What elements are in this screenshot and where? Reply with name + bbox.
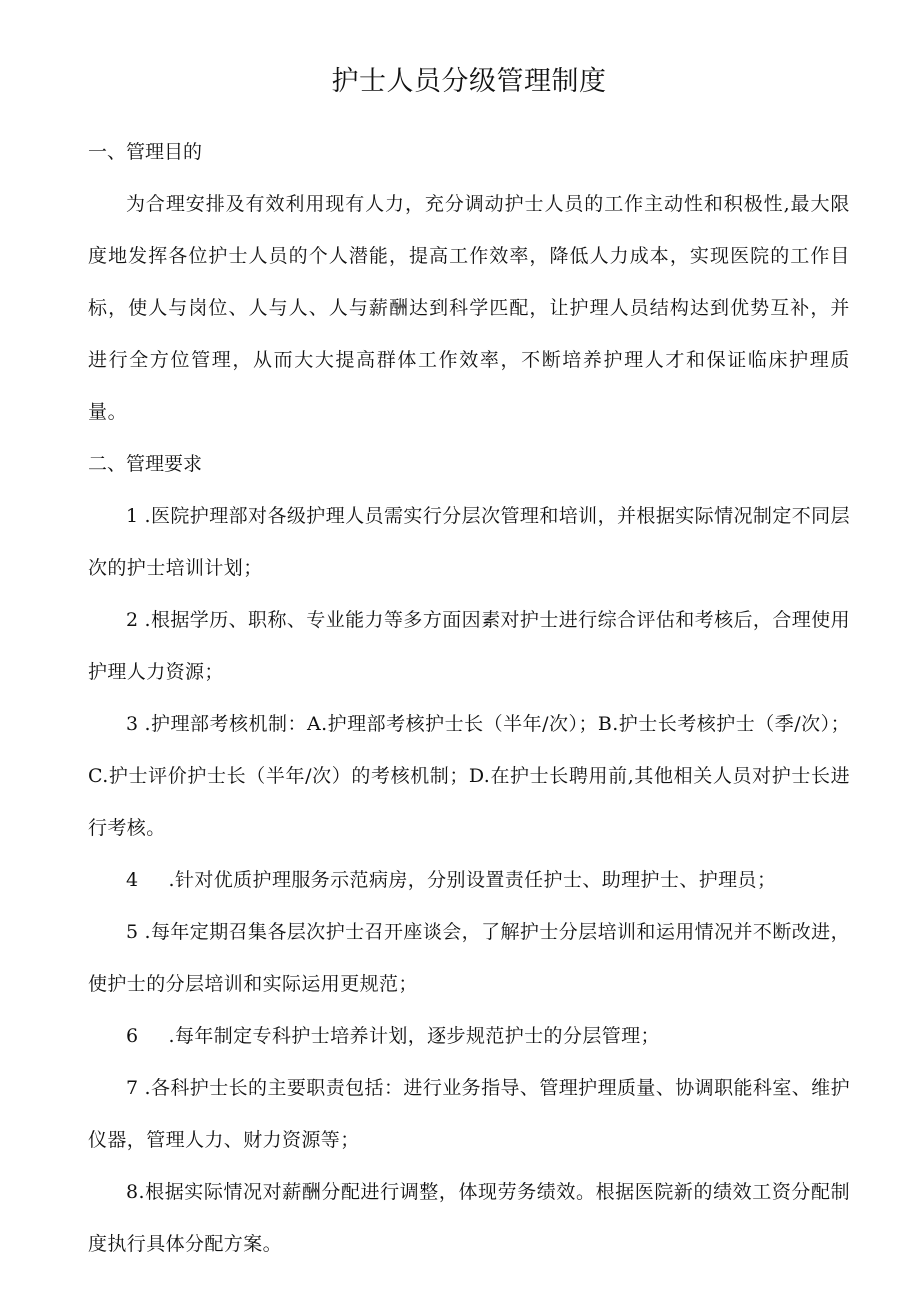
section-heading-requirements: 二、管理要求 <box>88 453 203 475</box>
item-number: 6 <box>126 1025 139 1047</box>
purpose-paragraph: 为合理安排及有效利用现有人力，充分调动护士人员的工作主动性和积极性,最大限度地发挥各位护士人员的个人潜能，提高工作效率，降低人力成本，实现医院的工作目标，使人与岗位、人与人、人与薪酬达到科学匹配，让护理人员结构达到优势互补，并进行全方位管理，从而大大提高群体工作效率，不断培养护理人才和保证临床护理质量。 <box>88 193 850 423</box>
item-text: .护理部考核机制：A.护理部考核护士长（半年/次）；B.护士长考核护士（季/次）；C.护士评价护士长（半年/次）的考核机制；D.在护士长聘用前,其他相关人员对护士长进行考核。 <box>88 713 850 839</box>
requirement-item-6 <box>88 1010 850 1062</box>
item-text: .医院护理部对各级护理人员需实行分层次管理和培训，并根据实际情况制定不同层次的护士培训计划； <box>88 505 850 579</box>
item-text: 8.根据实际情况对薪酬分配进行调整，体现劳务绩效。根据医院新的绩效工资分配制度执行具体分配方案。 <box>88 1181 850 1255</box>
item-text: .针对优质护理服务示范病房，分别设置责任护士、助理护士、护理员； <box>168 869 777 891</box>
requirement-item-4 <box>88 854 850 906</box>
item-text: .每年定期召集各层次护士召开座谈会，了解护士分层培训和运用情况并不断改进，使护士的分层培训和实际运用更规范； <box>88 921 850 995</box>
document-title: 护士人员分级管理制度 <box>331 66 607 97</box>
requirement-item-5 <box>88 906 850 1010</box>
requirement-item-7 <box>88 1062 850 1166</box>
item-text: .各科护士长的主要职责包括：进行业务指导、管理护理质量、协调职能科室、维护仪器，管理人力、财力资源等； <box>88 1077 850 1151</box>
item-number: 2 <box>126 609 139 631</box>
item-number: 3 <box>126 713 139 735</box>
item-number: 1 <box>126 505 139 527</box>
section-heading-purpose: 一、管理目的 <box>88 141 203 163</box>
item-number: 4 <box>126 869 139 891</box>
item-number: 7 <box>126 1077 139 1099</box>
item-text: .每年制定专科护士培养计划，逐步规范护士的分层管理； <box>168 1025 660 1047</box>
item-number: 5 <box>126 921 139 943</box>
requirement-item-1 <box>88 490 850 594</box>
requirement-item-3 <box>88 698 850 854</box>
requirement-item-8 <box>88 1166 850 1270</box>
requirement-item-2 <box>88 594 850 698</box>
item-text: .根据学历、职称、专业能力等多方面因素对护士进行综合评估和考核后，合理使用护理人力资源； <box>88 609 850 683</box>
